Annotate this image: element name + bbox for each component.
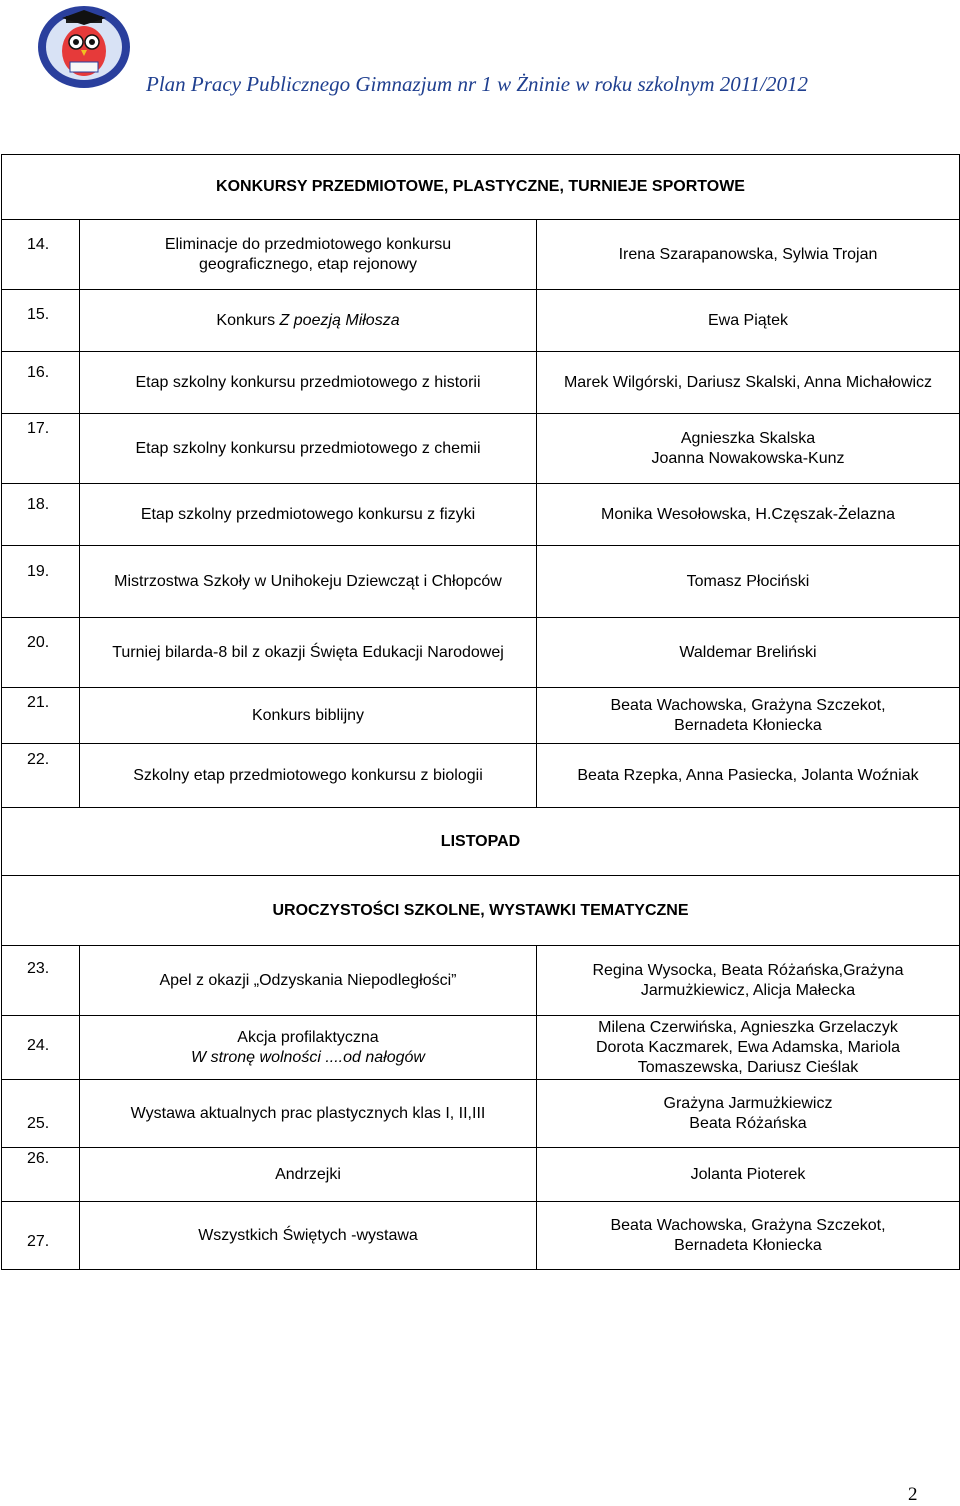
cell-line: Monika Wesołowska, H.Częszak-Żelazna bbox=[600, 505, 896, 523]
row-number: 24. bbox=[27, 1036, 50, 1054]
responsible-cell bbox=[537, 688, 960, 744]
document-header-title: Plan Pracy Publicznego Gimnazjum nr 1 w Żninie w roku szkolnym 2011/2012 bbox=[146, 72, 809, 96]
responsible-cell bbox=[537, 1080, 960, 1148]
responsible-cell bbox=[537, 1202, 960, 1270]
event-cell bbox=[80, 220, 537, 290]
responsible-cell bbox=[537, 744, 960, 808]
cell-line: Tomaszewska, Dariusz Cieślak bbox=[637, 1058, 859, 1076]
row-number: 21. bbox=[27, 693, 50, 711]
cell-line: geograficznego, etap rejonowy bbox=[199, 255, 417, 273]
event-cell bbox=[80, 946, 537, 1016]
section-heading-contests-row bbox=[2, 155, 960, 220]
table-row bbox=[2, 546, 960, 618]
row-number-cell bbox=[2, 744, 80, 808]
table-row bbox=[2, 1148, 960, 1202]
cell-line: Konkurs biblijny bbox=[251, 706, 365, 724]
section-heading-contests: KONKURSY PRZEDMIOTOWE, PLASTYCZNE, TURNIEJE SPORTOWE bbox=[2, 155, 960, 220]
responsible-cell bbox=[537, 220, 960, 290]
event-cell bbox=[80, 618, 537, 688]
table-row bbox=[2, 220, 960, 290]
table-row bbox=[2, 290, 960, 352]
table-row bbox=[2, 414, 960, 484]
row-number: 17. bbox=[27, 419, 50, 437]
table-row bbox=[2, 1202, 960, 1270]
cell-line: Beata Wachowska, Grażyna Szczekot, bbox=[610, 1216, 886, 1234]
responsible-cell bbox=[537, 414, 960, 484]
event-cell bbox=[80, 1080, 537, 1148]
cell-line: Regina Wysocka, Beata Różańska,Grażyna bbox=[592, 961, 904, 979]
row-number-cell bbox=[2, 220, 80, 290]
row-number-cell bbox=[2, 1016, 80, 1080]
row-number: 27. bbox=[27, 1232, 50, 1250]
cell-line: Waldemar Breliński bbox=[679, 643, 817, 661]
responsible-cell bbox=[537, 1148, 960, 1202]
event-cell bbox=[80, 1148, 537, 1202]
event-cell bbox=[80, 546, 537, 618]
table-row bbox=[2, 744, 960, 808]
cell-line: Wszystkich Świętych -wystawa bbox=[198, 1226, 418, 1244]
cell-line: Beata Różańska bbox=[689, 1114, 807, 1132]
cell-line: Turniej bilarda-8 bil z okazji Święta Edukacji Narodowej bbox=[112, 643, 504, 661]
cell-line: Akcja profilaktyczna bbox=[237, 1028, 379, 1046]
table-row bbox=[2, 618, 960, 688]
event-cell bbox=[80, 1202, 537, 1270]
cell-line: Bernadeta Kłoniecka bbox=[674, 1236, 822, 1254]
responsible-cell bbox=[537, 352, 960, 414]
section-heading-month-row bbox=[2, 808, 960, 876]
table-row bbox=[2, 484, 960, 546]
cell-line: Beata Rzepka, Anna Pasiecka, Jolanta Woźniak bbox=[577, 766, 919, 784]
row-number-cell bbox=[2, 546, 80, 618]
responsible-cell bbox=[537, 1016, 960, 1080]
cell-line: Ewa Piątek bbox=[707, 311, 789, 329]
cell-line: Dorota Kaczmarek, Ewa Adamska, Mariola bbox=[595, 1038, 901, 1056]
cell-line: Marek Wilgórski, Dariusz Skalski, Anna Michałowicz bbox=[563, 373, 933, 391]
cell-line: Grażyna Jarmużkiewicz bbox=[663, 1094, 833, 1112]
cell-line: Andrzejki bbox=[275, 1165, 341, 1183]
responsible-cell bbox=[537, 618, 960, 688]
cell-line: Etap szkolny przedmiotowego konkursu z fizyki bbox=[140, 505, 476, 523]
row-number: 18. bbox=[27, 495, 50, 513]
cell-line: Szkolny etap przedmiotowego konkursu z biologii bbox=[133, 766, 483, 784]
cell-line: W stronę wolności ....od nałogów bbox=[191, 1048, 425, 1066]
row-number-cell bbox=[2, 1080, 80, 1148]
event-cell bbox=[80, 744, 537, 808]
row-number-cell bbox=[2, 484, 80, 546]
cell-line: Etap szkolny konkursu przedmiotowego z historii bbox=[135, 373, 481, 391]
row-number: 23. bbox=[27, 959, 50, 977]
row-number-cell bbox=[2, 352, 80, 414]
row-number-cell bbox=[2, 414, 80, 484]
plan-table bbox=[1, 154, 960, 1270]
table-row bbox=[2, 352, 960, 414]
section-heading-month: LISTOPAD bbox=[2, 808, 960, 876]
cell-line: Jarmużkiewicz, Alicja Małecka bbox=[640, 981, 856, 999]
row-number: 22. bbox=[27, 750, 50, 768]
cell-line: Irena Szarapanowska, Sylwia Trojan bbox=[618, 245, 878, 263]
event-cell bbox=[80, 352, 537, 414]
responsible-cell bbox=[537, 946, 960, 1016]
cell-line: Wystawa aktualnych prac plastycznych klas I, II,III bbox=[130, 1104, 486, 1122]
cell-line: Tomasz Płociński bbox=[686, 572, 810, 590]
row-number: 26. bbox=[27, 1149, 50, 1167]
row-number: 14. bbox=[27, 235, 50, 253]
cell-line: Eliminacje do przedmiotowego konkursu bbox=[164, 235, 452, 253]
table-row bbox=[2, 688, 960, 744]
cell-line: Apel z okazji „Odzyskania Niepodległości” bbox=[159, 971, 457, 989]
cell-line: Konkurs Z poezją Miłosza bbox=[216, 311, 400, 329]
event-cell bbox=[80, 484, 537, 546]
row-number: 25. bbox=[27, 1114, 50, 1132]
row-number: 20. bbox=[27, 633, 50, 651]
event-cell bbox=[80, 290, 537, 352]
cell-line: Jolanta Pioterek bbox=[690, 1165, 806, 1183]
event-cell bbox=[80, 414, 537, 484]
owl-scholar-logo-icon bbox=[36, 4, 132, 90]
responsible-cell bbox=[537, 484, 960, 546]
row-number: 16. bbox=[27, 363, 50, 381]
section-heading-celebrations: UROCZYSTOŚCI SZKOLNE, WYSTAWKI TEMATYCZNE bbox=[2, 876, 960, 946]
row-number-cell bbox=[2, 618, 80, 688]
cell-line: Beata Wachowska, Grażyna Szczekot, bbox=[610, 696, 886, 714]
event-cell bbox=[80, 1016, 537, 1080]
row-number: 19. bbox=[27, 562, 50, 580]
cell-line: Agnieszka Skalska bbox=[680, 429, 816, 447]
cell-line: Milena Czerwińska, Agnieszka Grzelaczyk bbox=[598, 1018, 898, 1036]
responsible-cell bbox=[537, 290, 960, 352]
table-row bbox=[2, 946, 960, 1016]
section-heading-celebrations-row bbox=[2, 876, 960, 946]
row-number-cell bbox=[2, 946, 80, 1016]
row-number-cell bbox=[2, 290, 80, 352]
page-number: 2 bbox=[908, 1484, 918, 1505]
table-row bbox=[2, 1080, 960, 1148]
row-number-cell bbox=[2, 1148, 80, 1202]
cell-line: Mistrzostwa Szkoły w Unihokeju Dziewcząt i Chłopców bbox=[114, 572, 502, 590]
row-number-cell bbox=[2, 688, 80, 744]
cell-line: Bernadeta Kłoniecka bbox=[674, 716, 822, 734]
row-number-cell bbox=[2, 1202, 80, 1270]
cell-line: Joanna Nowakowska-Kunz bbox=[651, 449, 845, 467]
row-number: 15. bbox=[27, 305, 50, 323]
event-cell bbox=[80, 688, 537, 744]
responsible-cell bbox=[537, 546, 960, 618]
cell-line: Etap szkolny konkursu przedmiotowego z chemii bbox=[135, 439, 481, 457]
table-row bbox=[2, 1016, 960, 1080]
